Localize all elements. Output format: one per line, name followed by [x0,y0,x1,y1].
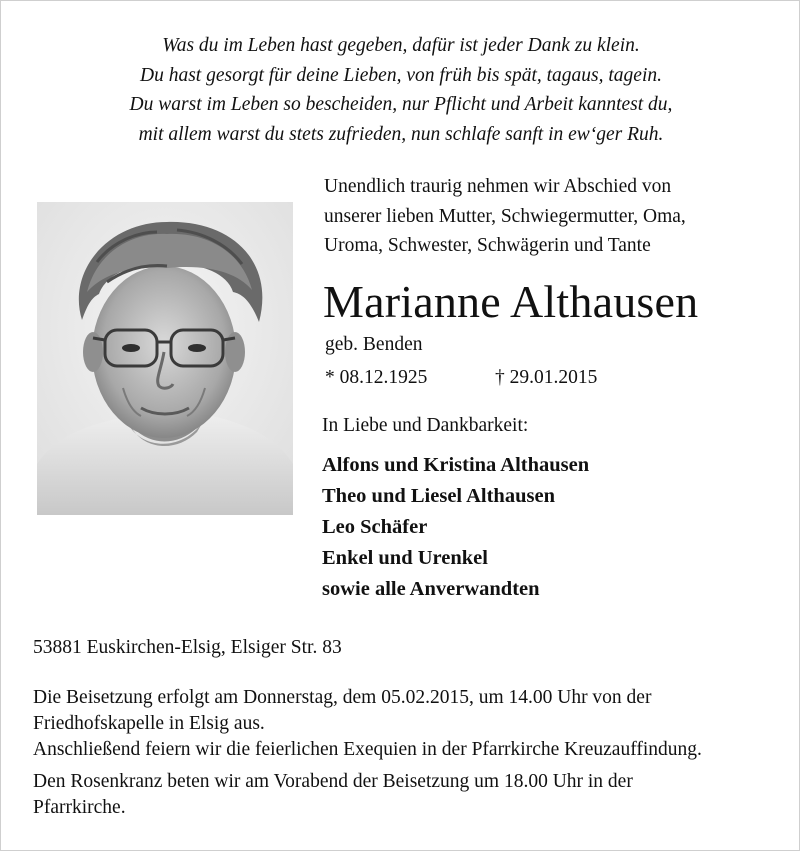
family-address: 53881 Euskirchen-Elsig, Elsiger Str. 83 [33,637,342,658]
intro-line: unserer lieben Mutter, Schwiegermutter, Oma, [324,205,686,227]
funeral-info-line: Die Beisetzung erfolgt am Donnerstag, dem 05.02.2015, um 14.00 Uhr von der [33,687,652,708]
poem-line: Du hast gesorgt für deine Lieben, von früh bis spät, tagaus, tagein. [140,64,662,86]
thanks-line: In Liebe und Dankbarkeit: [322,415,529,436]
mourner-entry: sowie alle Anverwandten [322,578,540,600]
intro-text [324,172,686,261]
poem-line: Du warst im Leben so bescheiden, nur Pflicht und Arbeit kanntest du, [129,94,673,115]
deceased-name: Marianne Althausen [323,276,699,327]
rosary-info-line: Den Rosenkranz beten wir am Vorabend der Beisetzung um 18.00 Uhr in der [33,771,633,792]
mourners-list [322,450,589,605]
intro-line: Uroma, Schwester, Schwägerin und Tante [324,235,651,256]
mourner-entry: Theo und Liesel Althausen [322,485,555,507]
mourner-entry: Alfons und Kristina Althausen [322,454,590,476]
portrait-photo [37,202,293,515]
funeral-info-line: Friedhofskapelle in Elsig aus. [33,713,265,734]
poem-line: mit allem warst du stets zufrieden, nun schlafe sanft in ew‘ger Ruh. [138,123,664,145]
birth-date: * 08.12.1925 [325,367,428,388]
mourner-entry: Leo Schäfer [322,516,428,538]
memorial-poem [1,31,800,149]
funeral-details [33,685,778,821]
death-date: † 29.01.2015 [495,367,598,388]
maiden-name: geb. Benden [325,334,423,355]
poem-line: Was du im Leben hast gegeben, dafür ist jeder Dank zu klein. [162,35,640,56]
rosary-info-line: Pfarrkirche. [33,797,126,818]
intro-line: Unendlich traurig nehmen wir Abschied von [324,176,672,197]
mass-info-line: Anschließend feiern wir die feierlichen Exequien in der Pfarrkirche Kreuzauffindung. [33,739,702,760]
mourner-entry: Enkel und Urenkel [322,547,488,569]
